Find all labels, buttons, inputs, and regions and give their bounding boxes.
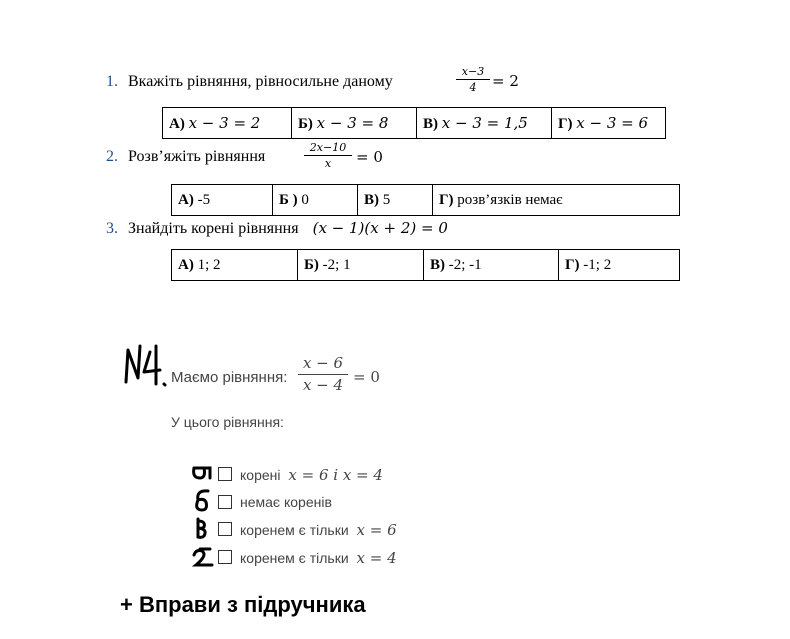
question-1 xyxy=(106,73,393,91)
q4-checkbox-b[interactable] xyxy=(218,495,232,509)
q3-option-c[interactable]: В) -2; -1 xyxy=(424,250,559,281)
handwritten-letter-b xyxy=(190,488,214,514)
q2-option-b[interactable]: Б ) 0 xyxy=(273,185,358,216)
question-3-number: 3. xyxy=(106,220,118,237)
handwritten-letter-v xyxy=(190,517,214,539)
question-3-options-table xyxy=(171,249,680,281)
question-2-equation-rest: = 0 xyxy=(356,148,383,166)
handwritten-letter-g xyxy=(190,545,214,569)
question-2-text: Розв’яжіть рівняння xyxy=(128,148,266,165)
question-4-subtitle: У цього рівняння: xyxy=(171,414,284,430)
q1-option-d[interactable]: Г) x − 3 = 6 xyxy=(552,108,666,139)
question-2-fraction-denominator: x xyxy=(324,157,332,170)
q1-option-b[interactable]: Б) x − 3 = 8 xyxy=(292,108,417,139)
question-1-fraction-denominator: 4 xyxy=(469,81,477,94)
question-2-fraction xyxy=(304,141,352,170)
question-3 xyxy=(106,219,448,238)
q4-option-a-text: корені xyxy=(240,467,281,483)
question-4-intro: Маємо рівняння: xyxy=(171,369,288,386)
question-4-equation-rest: = 0 xyxy=(353,368,380,386)
question-2-options-table xyxy=(171,184,680,216)
q3-option-b[interactable]: Б) -2; 1 xyxy=(298,250,424,281)
question-2 xyxy=(106,148,265,166)
question-1-equation-rest: = 2 xyxy=(492,72,519,90)
footer-textbook-exercises: + Вправи з підручника xyxy=(120,592,366,617)
q2-option-c[interactable]: В) 5 xyxy=(358,185,433,216)
question-2-number: 2. xyxy=(106,148,118,165)
question-1-number: 1. xyxy=(106,73,118,90)
question-1-options-table xyxy=(162,107,666,139)
q3-option-d[interactable]: Г) -1; 2 xyxy=(559,250,680,281)
q4-option-b-text: немає коренів xyxy=(240,494,332,510)
handwritten-number-4 xyxy=(120,338,168,390)
q4-option-c[interactable] xyxy=(190,519,430,541)
question-2-fraction-numerator: 2x−10 xyxy=(309,141,347,154)
q1-option-a[interactable]: А) x − 3 = 2 xyxy=(163,108,292,139)
q4-checkbox-d[interactable] xyxy=(218,550,232,564)
q4-option-c-text: коренем є тільки xyxy=(240,522,349,538)
q4-option-d-text: коренем є тільки xyxy=(240,550,349,566)
q4-option-a[interactable] xyxy=(190,464,430,486)
q2-option-a[interactable]: А) -5 xyxy=(172,185,273,216)
q4-option-d-math: x = 4 xyxy=(356,549,397,567)
question-4-fraction-numerator: x − 6 xyxy=(302,354,344,372)
question-3-text: Знайдіть корені рівняння xyxy=(128,220,299,237)
q4-option-d[interactable] xyxy=(190,547,430,569)
q2-option-d[interactable]: Г) розв’язків немає xyxy=(433,185,680,216)
question-4-fraction-denominator: x − 4 xyxy=(302,376,344,394)
question-1-text: Вкажіть рівняння, рівносильне даному xyxy=(128,73,393,90)
question-1-fraction xyxy=(456,65,490,94)
question-4-fraction xyxy=(298,355,348,394)
q4-checkbox-a[interactable] xyxy=(218,467,232,481)
q4-option-c-math: x = 6 xyxy=(356,521,397,539)
q4-option-a-math: x = 6 і x = 4 xyxy=(288,466,383,484)
q4-checkbox-c[interactable] xyxy=(218,522,232,536)
question-1-fraction-numerator: x−3 xyxy=(461,65,485,78)
q1-option-c[interactable]: В) x − 3 = 1,5 xyxy=(417,108,552,139)
question-3-equation: (x − 1)(x + 2) = 0 xyxy=(312,219,448,237)
q4-option-b[interactable] xyxy=(190,492,430,514)
handwritten-letter-a xyxy=(190,462,214,484)
q3-option-a[interactable]: А) 1; 2 xyxy=(172,250,298,281)
